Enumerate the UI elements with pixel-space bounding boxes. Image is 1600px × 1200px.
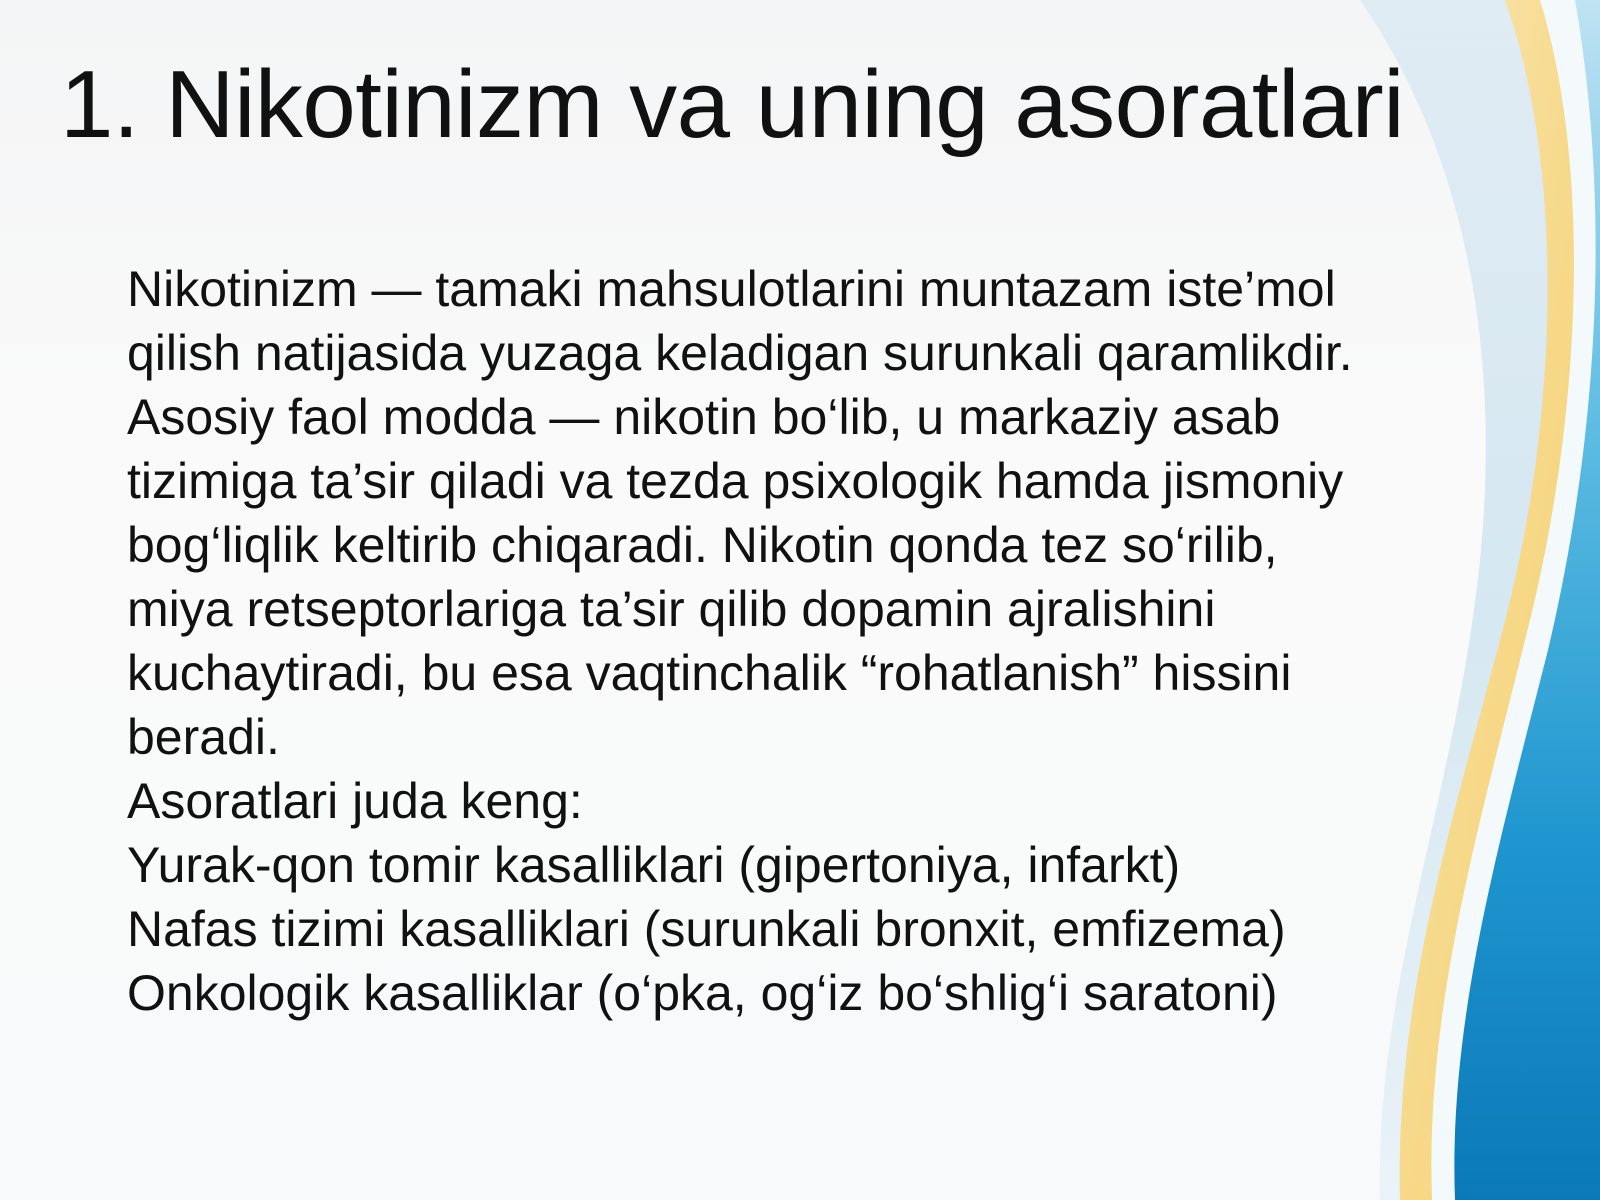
paragraph-line: bog‘liqlik keltirib chiqaradi. Nikotin qonda tez so‘rilib, (127, 517, 1278, 573)
list-intro: Asoratlari juda keng: (127, 773, 583, 829)
paragraph-line: miya retseptorlariga ta’sir qilib dopamin ajralishini (127, 581, 1216, 637)
paragraph-line: kuchaytiradi, bu esa vaqtinchalik “rohatlanish” hissini (127, 645, 1292, 701)
paragraph-line: qilish natijasida yuzaga keladigan surunkali qaramlikdir. (127, 325, 1353, 381)
paragraph-line: tizimiga ta’sir qiladi va tezda psixologik hamda jismoniy (127, 453, 1344, 509)
list-item: Onkologik kasalliklar (o‘pka, og‘iz bo‘shlig‘i saratoni) (127, 965, 1278, 1021)
slide-body-text (127, 257, 1457, 1025)
paragraph-line: beradi. (127, 709, 280, 765)
paragraph-line: Asosiy faol modda — nikotin bo‘lib, u markaziy asab (127, 389, 1281, 445)
paragraph-line: Nikotinizm — tamaki mahsulotlarini muntazam iste’mol (127, 261, 1336, 317)
slide-title: 1. Nikotinizm va uning asoratlari (60, 51, 1405, 158)
list-item: Yurak-qon tomir kasalliklari (gipertoniya, infarkt) (127, 837, 1181, 893)
list-item: Nafas tizimi kasalliklari (surunkali bronxit, emfizema) (127, 901, 1286, 957)
